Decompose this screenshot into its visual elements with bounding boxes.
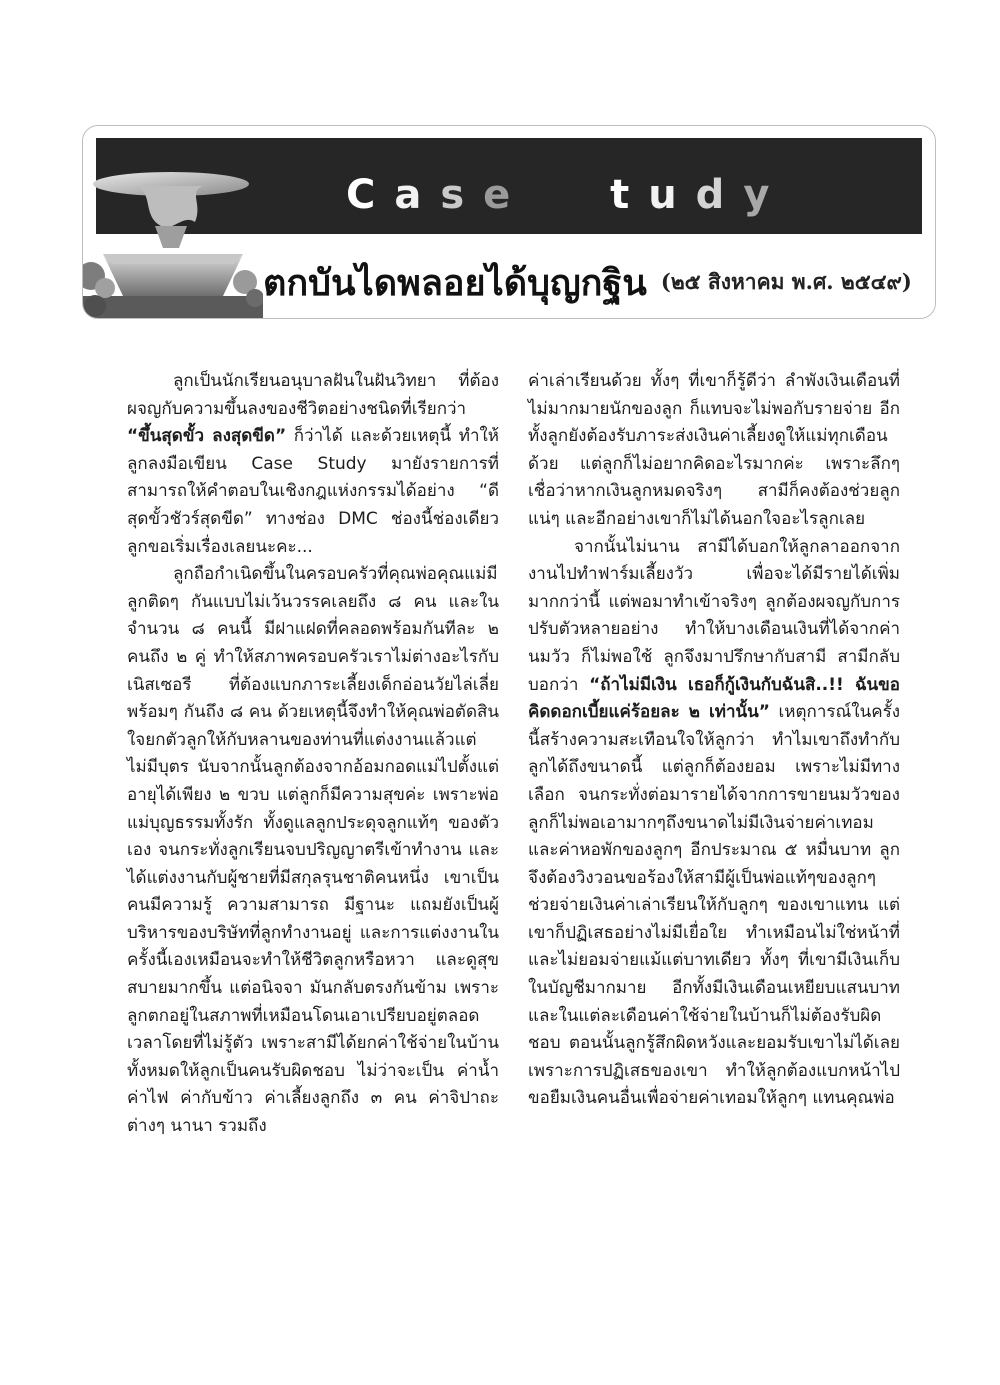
case-study-letter: a	[394, 172, 441, 218]
left-p1-text-a: ลูกเป็นนักเรียนอนุบาลฝันในฝันวิทยา ที่ต้องผจญกับความขึ้นลงของชีวิตอย่างชนิดที่เรียกว่า	[127, 371, 499, 419]
case-study-letter: t	[610, 172, 649, 218]
fountain-image	[83, 156, 263, 318]
right-p2-text-c: เหตุการณ์ในครั้งนี้สร้างความสะเทือนใจให้ลูกว่า ทำไมเขาถึงทำกับลูกได้ถึงขนาดนี้ แต่ลูกก็ต้องยอม เพราะไม่มีทางเลือก จนกระทั่งต่อมารายได้จากการขายนมวัวของลูกก็ไม่พอเอามากๆถึงขนาดไม่มีเงินจ่ายค่าเทอม และค่าหอพักของลูกๆ อีกประมาณ ๕ หมื่นบาท ลูกจึงต้องวิงวอนขอร้องให้สามีผู้เป็นพ่อแท้ๆของลูกๆ ช่วยจ่ายเงินค่าเล่าเรียนให้กับลูกๆ ของเขาแทน แต่เขาก็ปฏิเสธอย่างไม่มีเยื่อใย ทำเหมือนไม่ใช่หน้าที่ และไม่ยอมจ่ายแม้แต่บาทเดียว ทั้งๆ ที่เขามีเงินเก็บในบัญชีมากมาย อีกทั้งมีเงินเดือนเหยียบแสนบาท และในแต่ละเดือนค่าใช้จ่ายในบ้านก็ไม่ต้องรับผิดชอบ ตอนนั้นลูกรู้สึกผิดหวังและยอมรับเขาไม่ได้เลย เพราะการปฏิเสธของเขา ทำให้ลูกต้องแบกหน้าไปขอยืมเงินคนอื่นเพื่อจ่ายค่าเทอมให้ลูกๆ แทนคุณพ่อ	[528, 702, 900, 1109]
case-study-letter: d	[695, 172, 744, 218]
case-study-label	[346, 172, 788, 218]
case-study-letter: s	[440, 172, 484, 218]
left-p1-bold: “ขึ้นสุดขั้ว ลงสุดขีด”	[127, 426, 287, 447]
case-study-letter: e	[483, 172, 530, 218]
case-study-letter: C	[346, 172, 395, 218]
case-study-letter: y	[743, 172, 789, 218]
right-p2-text-a: จากนั้นไม่นาน สามีได้บอกให้ลูกลาออกจากงานไปทำฟาร์มเลี้ยงวัว เพื่อจะได้มีรายได้เพิ่มมากกว่านี้ แต่พอมาทำเข้าจริงๆ ลูกต้องผจญกับการปรับตัวหลายอย่าง ทำให้บางเดือนเงินที่ได้จากค่านมวัว ก็ไม่พอใช้ ลูกจึงมาปรึกษากับสามี สามีกลับบอกว่า	[528, 536, 900, 695]
article-date: (๒๕ สิงหาคม พ.ศ. ๒๕๔๙)	[660, 269, 912, 294]
case-study-letter: S	[562, 172, 611, 218]
left-paragraph-1	[127, 368, 499, 561]
title-row	[263, 254, 923, 310]
left-p1-text-c: ก็ว่าได้ และด้วยเหตุนี้ ทำให้ลูกลงมือเขียน Case Study มายังรายการที่สามารถให้คำตอบในเชิงกฎแห่งกรรมได้อย่าง “ดีสุดขั้วชัวร์สุดขีด” ทางช่อง DMC ช่องนี้ช่องเดียว ลูกขอเริ่มเรื่องเลยนะคะ...	[127, 426, 499, 557]
case-study-letter: u	[648, 172, 696, 218]
left-column	[127, 368, 499, 1141]
left-paragraph-2: ลูกถือกำเนิดขึ้นในครอบครัวที่คุณพ่อคุณแม่มีลูกติดๆ กันแบบไม่เว้นวรรคเลยถึง ๘ คน และในจำนวน ๘ คนนี้ มีฝาแฝดที่คลอดพร้อมกันทีละ ๒ คนถึง ๒ คู่ ทำให้สภาพครอบครัวเราไม่ต่างอะไรกับเนิสเซอรี ที่ต้องแบกภาระเลี้ยงเด็กอ่อนวัยไล่เลี่ยพร้อมๆ กันถึง ๘ คน ด้วยเหตุนี้จึงทำให้คุณพ่อตัดสินใจยกตัวลูกให้กับหลานของท่านที่แต่งงานแล้วแต่ไม่มีบุตร นับจากนั้นลูกต้องจากอ้อมกอดแม่ไปตั้งแต่อายุได้เพียง ๒ ขวบ แต่ลูกก็มีความสุขค่ะ เพราะพ่อแม่บุญธรรมทั้งรัก ทั้งดูแลลูกประดุจลูกแท้ๆ ของตัวเอง จนกระทั่งลูกเรียนจบปริญญาตรีเข้าทำงาน และได้แต่งงานกับผู้ชายที่มีสกุลรุนชาติคนหนึ่ง เขาเป็นคนมีความรู้ ความสามารถ มีฐานะ แถมยังเป็นผู้บริหารของบริษัทที่ลูกทำงานอยู่ และการแต่งงานในครั้งนี้เองเหมือนจะทำให้ชีวิตลูกหรือหวา และดูสุขสบายมากขึ้น แต่อนิจจา มันกลับตรงกันข้าม เพราะลูกตกอยู่ในสภาพที่เหมือนโดนเอาเปรียบอยู่ตลอดเวลาโดยที่ไม่รู้ตัว เพราะสามีได้ยกค่าใช้จ่ายในบ้านทั้งหมดให้ลูกเป็นคนรับผิดชอบ ไม่ว่าจะเป็น ค่าน้ำ ค่าไฟ ค่ากับข้าว ค่าเลี้ยงลูกถึง ๓ คน ค่าจิปาถะต่างๆ นานา รวมถึง	[127, 564, 499, 1137]
right-p2-bold: “ถ้าไม่มีเงิน เธอก็กู้เงินกับฉันสิ..!! ฉันขอคิดดอกเบี้ยแค่ร้อยละ ๒ เท่านั้น”	[528, 674, 901, 723]
right-column	[528, 368, 900, 1113]
header-box	[82, 125, 936, 319]
right-paragraph-2	[528, 534, 900, 1113]
right-paragraph-1: ค่าเล่าเรียนด้วย ทั้งๆ ที่เขาก็รู้ดีว่า ลำพังเงินเดือนที่ไม่มากมายนักของลูก ก็แทบจะไม่พอกับรายจ่าย อีกทั้งลูกยังต้องรับภาระส่งเงินค่าเลี้ยงดูให้แม่ทุกเดือนด้วย แต่ลูกก็ไม่อยากคิดอะไรมากค่ะ เพราะลึกๆ เชื่อว่าหากเงินลูกหมดจริงๆ สามีก็คงต้องช่วยลูกแน่ๆ และอีกอย่างเขาก็ไม่ได้นอกใจอะไรลูกเลย	[528, 371, 900, 529]
article-title: ตกบันไดพลอยได้บุญกฐิน	[263, 263, 647, 304]
